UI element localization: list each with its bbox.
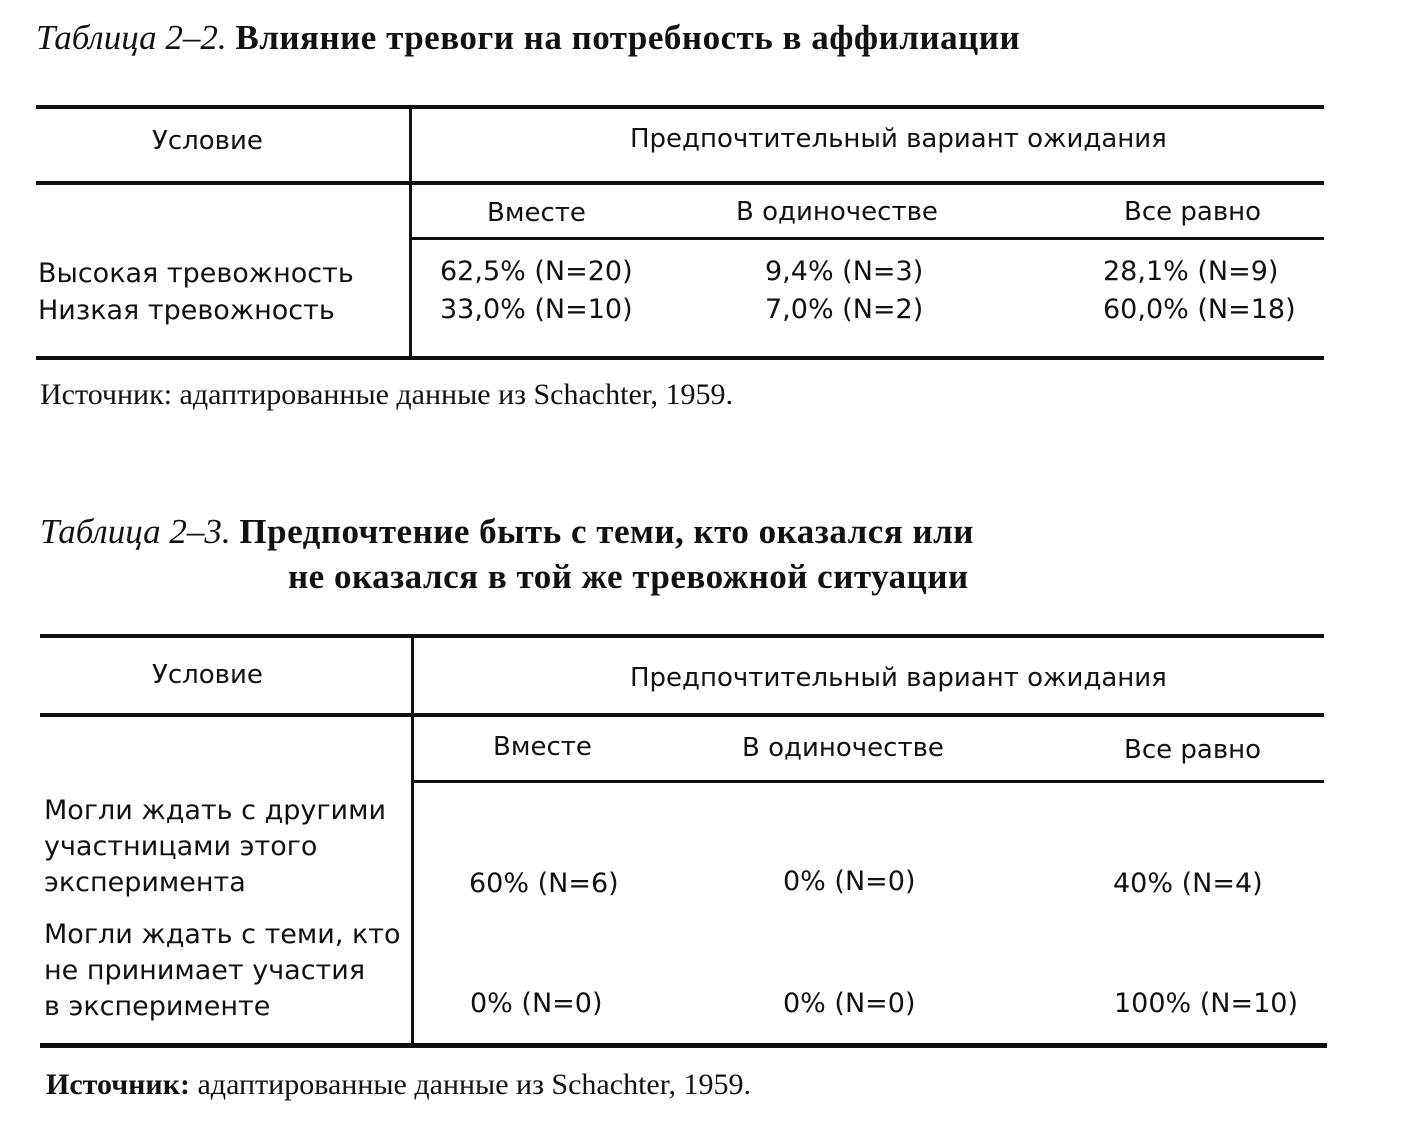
table2-row-participants-condition: Могли ждать с другими участницами этого эксперимента [44,795,387,898]
table2-source [46,1068,751,1102]
table1-row-high-indifferent: 28,1% (N=9) [1103,256,1279,287]
table1-col-together: Вместе [487,198,586,228]
table2-row-outsiders-condition: Могли ждать с теми, кто не принимает участия в эксперименте [44,919,401,1022]
table2-source-label: Источник: [46,1068,190,1101]
table2-row-participants-indifferent: 40% (N=4) [1113,868,1263,899]
table2-column-divider [411,638,414,1045]
table1-col-alone: В одиночестве [736,197,938,227]
table2-top-rule [40,634,1324,638]
table2-title-line1: Предпочтение быть с теми, кто оказался или [239,512,974,551]
table1-row-low-together: 33,0% (N=10) [440,294,633,325]
table2-source-text: адаптированные данные из Schachter, 1959. [197,1068,752,1101]
table1-header-rule [36,181,1324,185]
table2-row-participants-alone: 0% (N=0) [783,866,916,897]
table2-caption [40,512,974,552]
table1-title: Влияние тревоги на потребность в аффилиации [235,18,1021,57]
table1-top-rule [36,105,1324,109]
table1-source: Источник: адаптированные данные из Schachter, 1959. [40,378,734,411]
table1-col-indifferent: Все равно [1124,197,1262,227]
table1-column-divider [409,109,412,358]
table1-row-low-condition: Низкая тревожность [38,295,335,326]
table1-subheader-rule [411,237,1324,240]
table1-label: Таблица 2–2. [36,18,227,57]
table2-subheader-rule [413,780,1324,783]
table1-row-low-alone: 7,0% (N=2) [765,294,924,325]
table2-row-outsiders-alone: 0% (N=0) [783,988,916,1019]
table2-row-outsiders-indifferent: 100% (N=10) [1114,988,1299,1019]
table2-col-alone: В одиночестве [742,733,944,763]
table2-col-together: Вместе [493,732,592,762]
table2-header-rule [40,713,1324,717]
table1-row-high-alone: 9,4% (N=3) [765,256,924,287]
table1-condition-header: Условие [152,126,263,156]
table1-row-high-condition: Высокая тревожность [38,258,354,289]
table2-title-line2: не оказался в той же тревожной ситуации [288,557,969,596]
table1-preference-header: Предпочтительный вариант ожидания [630,124,1167,154]
table1-row-high-together: 62,5% (N=20) [440,256,633,287]
table1-row-low-indifferent: 60,0% (N=18) [1103,294,1296,325]
table1-bottom-rule [36,356,1324,360]
table2-row-participants-together: 60% (N=6) [469,868,619,899]
table1-caption [36,18,1020,58]
table2-row-outsiders-together: 0% (N=0) [470,988,603,1019]
table2-col-indifferent: Все равно [1124,735,1262,765]
table2-label: Таблица 2–3. [40,512,231,551]
table2-bottom-rule [40,1043,1327,1048]
table2-condition-header: Условие [152,660,263,690]
table2-preference-header: Предпочтительный вариант ожидания [630,663,1167,693]
